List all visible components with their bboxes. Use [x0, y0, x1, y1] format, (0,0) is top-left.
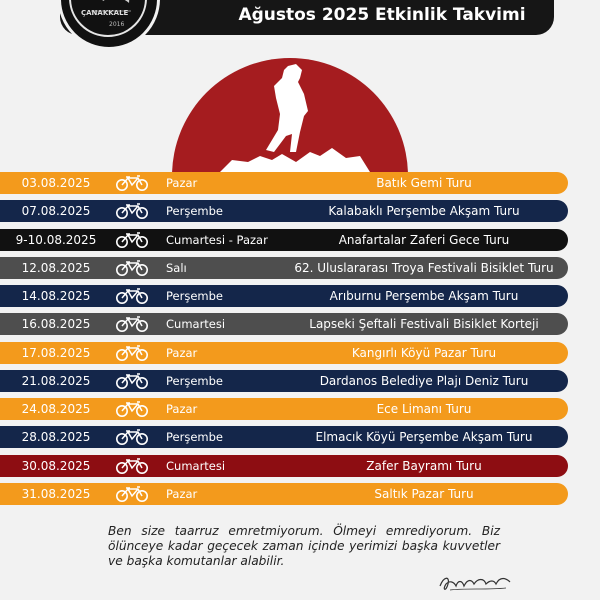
event-title: Anafartalar Zaferi Gece Turu [338, 232, 510, 247]
event-title: Batık Gemi Turu [376, 176, 472, 190]
event-row [0, 257, 568, 279]
event-day: Pazar [166, 176, 198, 190]
event-date: 07.08.2025 [21, 204, 91, 219]
club-logo [58, 0, 160, 50]
bicycle-icon [115, 458, 149, 474]
event-date: 28.08.2025 [21, 430, 91, 445]
event-row [0, 229, 568, 251]
event-date: 03.08.2025 [21, 176, 91, 190]
event-row [0, 172, 568, 194]
event-title: Kangırlı Köyü Pazar Turu [351, 345, 497, 360]
event-date: 21.08.2025 [21, 373, 91, 388]
event-title: Elmacık Köyü Perşembe Akşam Turu [315, 430, 533, 445]
event-title: Ece Limanı Turu [376, 402, 472, 416]
event-day: Perşembe [166, 430, 223, 445]
bicycle-icon [115, 260, 149, 276]
event-date: 24.08.2025 [21, 402, 91, 416]
hero-silhouette-image [170, 56, 410, 172]
bicycle-icon [115, 373, 149, 389]
event-row [0, 200, 568, 222]
event-title: Saltık Pazar Turu [374, 486, 474, 501]
event-row [0, 455, 568, 477]
event-title: 62. Uluslararası Troya Festivali Bisiklet Turu [294, 260, 554, 275]
bicycle-icon [115, 288, 149, 304]
event-date: 30.08.2025 [21, 458, 91, 473]
event-day: Cumartesi [166, 458, 226, 473]
event-row [0, 370, 568, 392]
event-date: 31.08.2025 [21, 486, 91, 501]
page-title: Ağustos 2025 Etkinlik Takvimi [238, 5, 526, 25]
event-date: 16.08.2025 [21, 317, 91, 332]
event-row [0, 313, 568, 335]
event-row [0, 285, 568, 307]
event-row [0, 342, 568, 364]
bicycle-icon [115, 316, 149, 332]
event-date: 12.08.2025 [21, 260, 91, 275]
logo-year: 2016 [109, 21, 125, 28]
event-day: Salı [166, 260, 187, 275]
bicycle-icon [115, 175, 149, 191]
event-title: Kalabaklı Perşembe Akşam Turu [328, 204, 520, 219]
event-day: Pazar [166, 486, 198, 501]
event-row [0, 483, 568, 505]
signature-image [436, 570, 516, 596]
event-title: Arıburnu Perşembe Akşam Turu [329, 289, 519, 303]
event-day: Pazar [166, 345, 198, 360]
event-day: Perşembe [166, 373, 223, 388]
event-day: Perşembe [166, 289, 223, 303]
event-day: Cumartesi - Pazar [166, 232, 268, 247]
event-title: Zafer Bayramı Turu [366, 458, 482, 473]
bicycle-icon [115, 345, 149, 361]
event-row [0, 398, 568, 420]
event-date: 17.08.2025 [21, 345, 91, 360]
event-title: Dardanos Belediye Plajı Deniz Turu [319, 373, 529, 388]
event-date: 14.08.2025 [21, 289, 91, 303]
logo-text: ÇANAKKALE [81, 9, 129, 17]
event-day: Pazar [166, 402, 198, 416]
event-date: 9-10.08.2025 [15, 232, 97, 247]
quote-text: Ben size taarruz emretmiyorum. Ölmeyi emrediyorum. Biz ölünceye kadar geçecek zaman içinde yerimizi başka kuvvetler ve başka komutanlar alabilir. [108, 524, 500, 568]
bicycle-icon [115, 401, 149, 417]
event-title: Lapseki Şeftali Festivali Bisiklet Korteji [309, 317, 539, 332]
bicycle-icon [115, 232, 149, 248]
event-day: Cumartesi [166, 317, 226, 332]
bicycle-icon [115, 203, 149, 219]
bicycle-icon [115, 486, 149, 502]
event-day: Perşembe [166, 204, 223, 219]
event-row [0, 426, 568, 448]
bicycle-icon [115, 429, 149, 445]
